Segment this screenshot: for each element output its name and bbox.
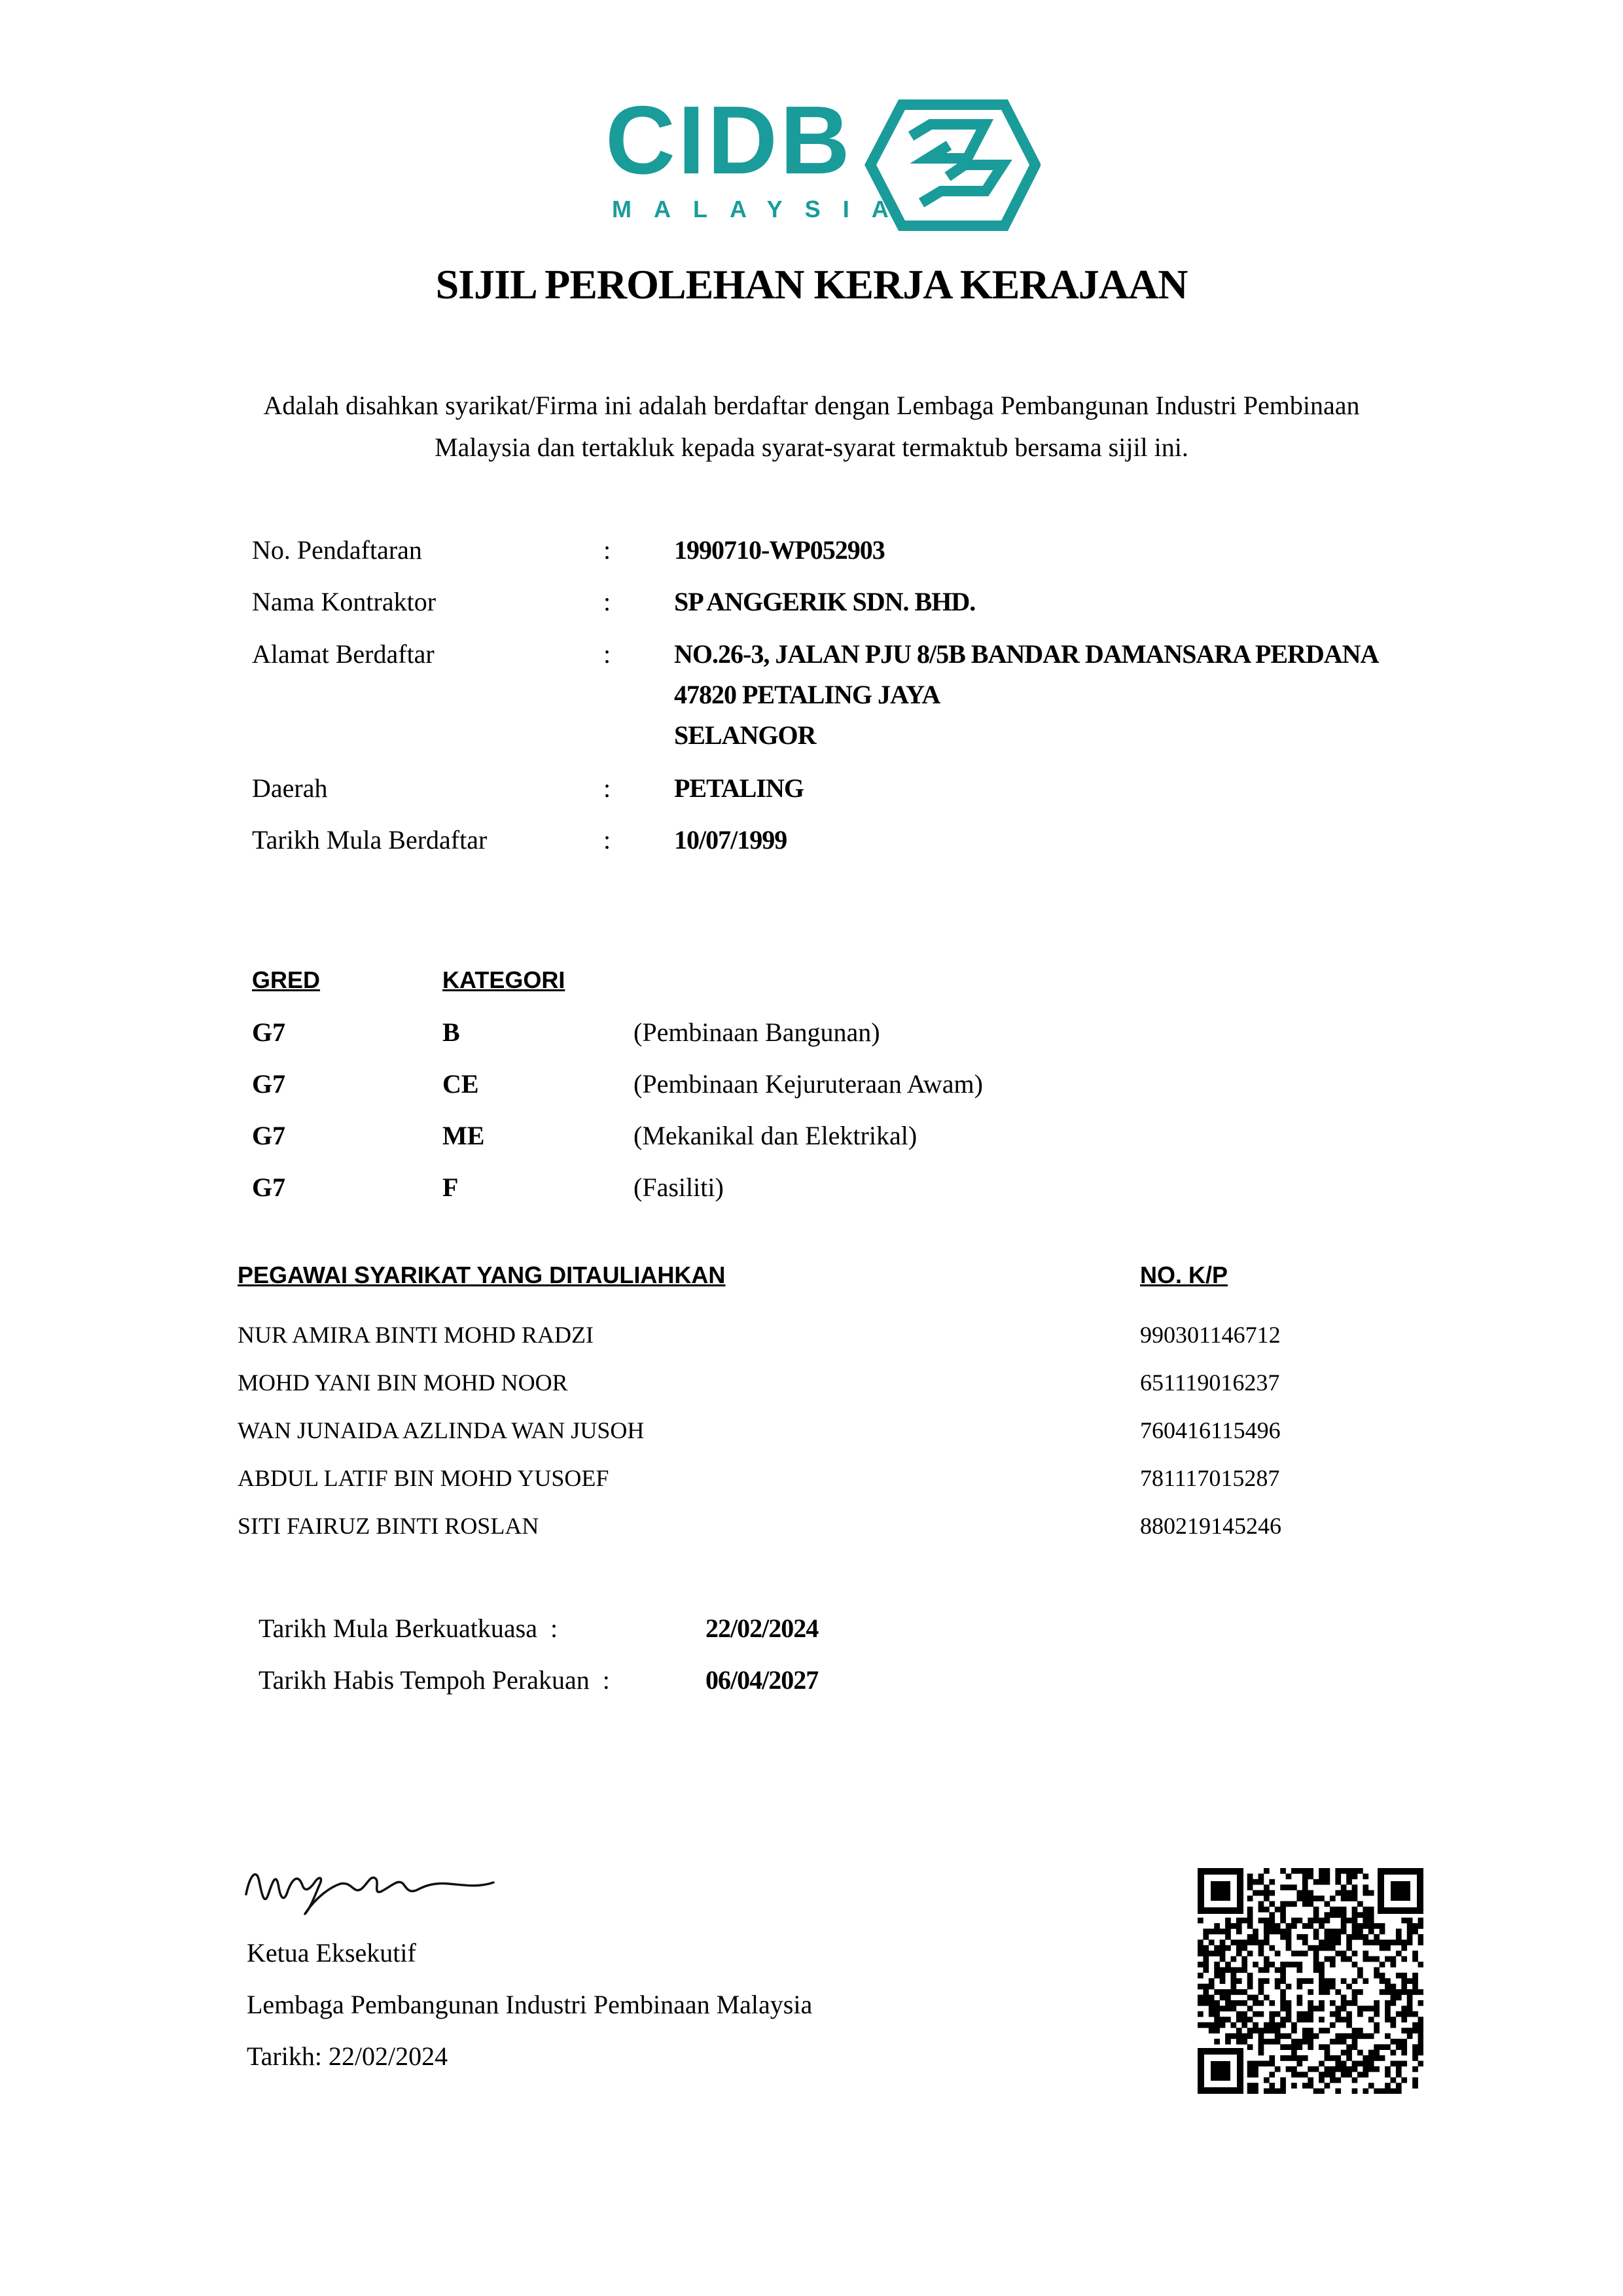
grade-header: GRED <box>252 966 321 993</box>
label-registered-address: Alamat Berdaftar <box>252 639 435 669</box>
officer-kp: 760416115496 <box>1140 1417 1281 1443</box>
category-cell: ME <box>442 1121 485 1150</box>
intro-line-2: Malaysia dan tertakluk kepada syarat-syarat termaktub bersama sijil ini. <box>435 433 1188 462</box>
category-cell: B <box>442 1017 460 1047</box>
category-description: (Pembinaan Bangunan) <box>633 1017 880 1047</box>
category-cell: CE <box>442 1069 479 1099</box>
logo-subtitle: MALAYSIA <box>612 196 911 222</box>
value-address-line-3: SELANGOR <box>674 720 816 750</box>
label-district: Daerah <box>252 773 328 803</box>
value-registration-date: 10/07/1999 <box>674 825 787 855</box>
officer-name: NUR AMIRA BINTI MOHD RADZI <box>238 1322 594 1348</box>
intro-paragraph <box>216 385 1407 468</box>
officer-kp: 990301146712 <box>1140 1322 1281 1348</box>
certificate-title: SIJIL PEROLEHAN KERJA KERAJAAN <box>435 261 1188 308</box>
value-district: PETALING <box>674 773 804 803</box>
label-registration-no: No. Pendaftaran <box>252 535 422 565</box>
officers-header: PEGAWAI SYARIKAT YANG DITAULIAHKAN <box>238 1262 726 1288</box>
colon: : <box>603 825 611 855</box>
intro-line-1: Adalah disahkan syarikat/Firma ini adalah berdaftar dengan Lembaga Pembangunan Industri Pembinaan <box>263 391 1360 420</box>
qr-code-icon <box>1198 1868 1423 2094</box>
label-effective-date: Tarikh Mula Berkuatkuasa : <box>259 1614 558 1643</box>
value-effective-date: 22/02/2024 <box>705 1614 819 1643</box>
logo-text: CIDB <box>605 86 853 194</box>
officer-name: WAN JUNAIDA AZLINDA WAN JUSOH <box>238 1417 645 1443</box>
officer-name: ABDUL LATIF BIN MOHD YUSOEF <box>238 1465 609 1491</box>
colon: : <box>603 587 611 616</box>
grade-cell: G7 <box>252 1069 286 1099</box>
signature-icon <box>242 1848 517 1920</box>
label-registration-date: Tarikh Mula Berdaftar <box>252 825 488 855</box>
value-contractor-name: SP ANGGERIK SDN. BHD. <box>674 587 976 616</box>
value-address-line-2: 47820 PETALING JAYA <box>674 680 940 709</box>
colon: : <box>603 639 611 669</box>
category-description: (Pembinaan Kejuruteraan Awam) <box>633 1069 983 1099</box>
officer-name: SITI FAIRUZ BINTI ROSLAN <box>238 1513 539 1539</box>
colon: : <box>603 773 611 803</box>
signatory-organization: Lembaga Pembangunan Industri Pembinaan Malaysia <box>247 1990 813 2019</box>
signatory-title: Ketua Eksekutif <box>247 1938 416 1968</box>
cidb-h-mark-icon <box>851 98 1041 232</box>
value-registration-no: 1990710-WP052903 <box>674 535 885 565</box>
grade-cell: G7 <box>252 1017 286 1047</box>
category-description: (Mekanikal dan Elektrikal) <box>633 1121 918 1150</box>
kp-header: NO. K/P <box>1140 1262 1228 1288</box>
officer-kp: 651119016237 <box>1140 1369 1280 1396</box>
label-expiry-date: Tarikh Habis Tempoh Perakuan : <box>259 1665 610 1695</box>
category-header: KATEGORI <box>442 966 565 993</box>
signatory-date: Tarikh: 22/02/2024 <box>247 2041 448 2071</box>
grade-cell: G7 <box>252 1121 286 1150</box>
category-description: (Fasiliti) <box>633 1173 724 1202</box>
value-address-line-1: NO.26-3, JALAN PJU 8/5B BANDAR DAMANSARA PERDANA <box>674 639 1379 669</box>
colon: : <box>603 535 611 565</box>
grade-cell: G7 <box>252 1173 286 1202</box>
label-contractor-name: Nama Kontraktor <box>252 587 437 616</box>
value-expiry-date: 06/04/2027 <box>705 1665 819 1695</box>
officer-name: MOHD YANI BIN MOHD NOOR <box>238 1369 568 1396</box>
officer-kp: 781117015287 <box>1140 1465 1280 1491</box>
category-cell: F <box>442 1173 459 1202</box>
officer-kp: 880219145246 <box>1140 1513 1281 1539</box>
